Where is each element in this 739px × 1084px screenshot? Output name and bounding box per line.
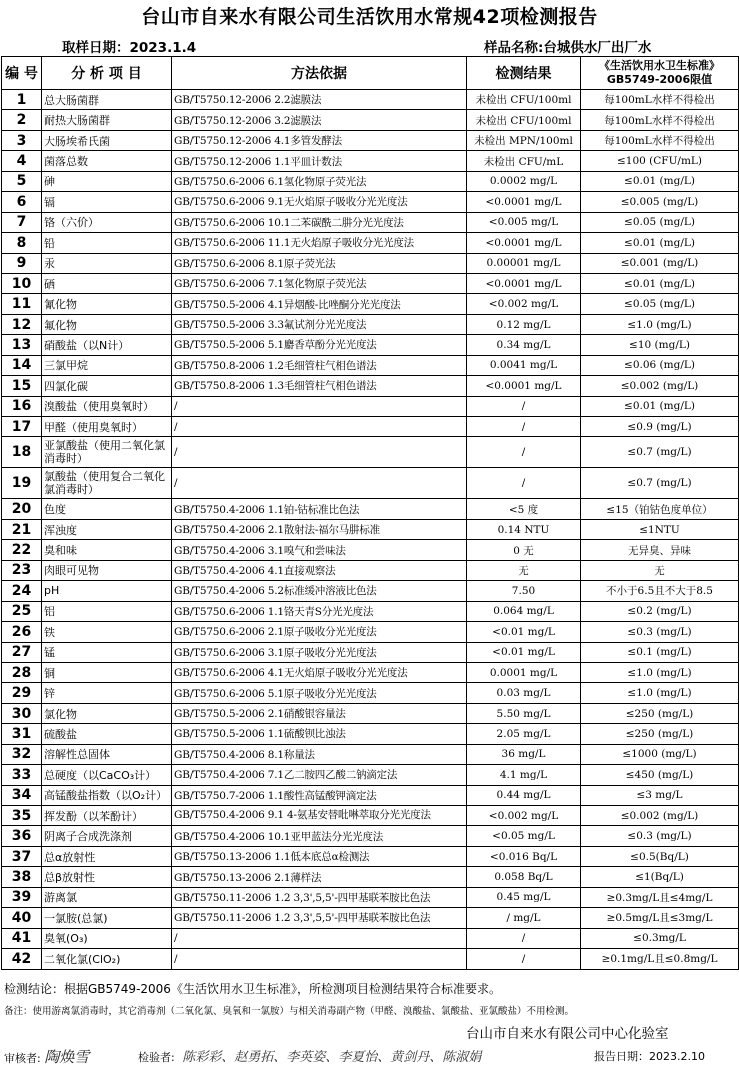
cell-standard: ≤0.005 (mg/L) [581, 192, 739, 212]
cell-item: 铝 [42, 601, 172, 621]
cell-item: 锌 [42, 683, 172, 703]
cell-standard: 无 [581, 560, 739, 580]
cell-result: 0.0041 mg/L [467, 355, 581, 375]
col-header-standard [581, 57, 739, 90]
results-table [1, 56, 739, 970]
cell-standard: ≤0.1 (mg/L) [581, 642, 739, 662]
cell-no: 4 [2, 151, 42, 171]
cell-method: GB/T5750.8-2006 1.2毛细管柱气相色谱法 [172, 355, 467, 375]
table-row [2, 192, 739, 212]
cell-item: 氟化物 [42, 314, 172, 334]
cell-standard: 无异臭、异味 [581, 540, 739, 560]
table-row [2, 376, 739, 396]
cell-method: GB/T5750.4-2006 10.1亚甲蓝法分光光度法 [172, 826, 467, 846]
standard-header-line2: GB5749-2006限值 [606, 73, 713, 86]
cell-result: 0.14 NTU [467, 519, 581, 539]
cell-no: 11 [2, 294, 42, 314]
table-row [2, 724, 739, 744]
cell-standard: ≤0.01 (mg/L) [581, 233, 739, 253]
cell-no: 17 [2, 417, 42, 437]
table-row [2, 622, 739, 642]
cell-result: 0 无 [467, 540, 581, 560]
cell-item: 铜 [42, 662, 172, 682]
table-row [2, 294, 739, 314]
cell-standard: ≤1.0 (mg/L) [581, 314, 739, 334]
cell-method: / [172, 468, 467, 499]
cell-method: GB/T5750.11-2006 1.2 3,3',5,5'-四甲基联苯胺比色法 [172, 887, 467, 907]
cell-result: 7.50 [467, 581, 581, 601]
cell-result: 未检出 CFU/mL [467, 151, 581, 171]
cell-standard: ≥0.5mg/L且≤3mg/L [581, 908, 739, 928]
cell-item: 三氯甲烷 [42, 355, 172, 375]
cell-standard: ≤15（铂钴色度单位） [581, 499, 739, 519]
cell-result: <0.01 mg/L [467, 642, 581, 662]
tester-signatures: 陈彩彩、赵勇拓、李英姿、李夏怡、黄剑丹、陈淑娟 [182, 1050, 482, 1065]
cell-item: 总α放射性 [42, 846, 172, 866]
cell-no: 8 [2, 233, 42, 253]
table-row [2, 90, 739, 110]
cell-no: 23 [2, 560, 42, 580]
cell-item: 四氯化碳 [42, 376, 172, 396]
table-row [2, 110, 739, 130]
cell-method: GB/T5750.4-2006 8.1称量法 [172, 744, 467, 764]
report-date: 报告日期：2023.2.10 [594, 1050, 705, 1063]
cell-method: GB/T5750.12-2006 1.1平皿计数法 [172, 151, 467, 171]
cell-no: 21 [2, 519, 42, 539]
cell-no: 31 [2, 724, 42, 744]
cell-method: GB/T5750.5-2006 2.1硝酸银容量法 [172, 703, 467, 723]
cell-no: 20 [2, 499, 42, 519]
table-row [2, 846, 739, 866]
cell-no: 36 [2, 826, 42, 846]
cell-result: 2.05 mg/L [467, 724, 581, 744]
cell-method: GB/T5750.7-2006 1.1酸性高锰酸钾滴定法 [172, 785, 467, 805]
cell-standard: ≤1(Bq/L) [581, 867, 739, 887]
cell-item: 溴酸盐（使用臭氧时） [42, 396, 172, 416]
cell-result: / [467, 437, 581, 468]
cell-item: 锰 [42, 642, 172, 662]
cell-no: 34 [2, 785, 42, 805]
cell-method: GB/T5750.5-2006 4.1异烟酸-比唑酮分光光度法 [172, 294, 467, 314]
cell-method: / [172, 928, 467, 948]
cell-method: GB/T5750.12-2006 3.2滤膜法 [172, 110, 467, 130]
cell-result: 0.058 Bq/L [467, 867, 581, 887]
cell-no: 19 [2, 468, 42, 499]
cell-item: 氰化物 [42, 294, 172, 314]
cell-no: 9 [2, 253, 42, 273]
cell-item: 一氯胺(总氯) [42, 908, 172, 928]
cell-no: 37 [2, 846, 42, 866]
cell-method: GB/T5750.6-2006 1.1铬天青S分光光度法 [172, 601, 467, 621]
sampling-date: 取样日期：2023.1.4 [62, 40, 197, 56]
cell-method: GB/T5750.11-2006 1.2 3,3',5,5'-四甲基联苯胺比色法 [172, 908, 467, 928]
cell-method: GB/T5750.5-2006 3.3氟试剂分光光度法 [172, 314, 467, 334]
cell-result: <0.01 mg/L [467, 622, 581, 642]
cell-result: / [467, 468, 581, 499]
cell-no: 41 [2, 928, 42, 948]
col-header-no: 编 号 [2, 57, 42, 90]
cell-method: GB/T5750.5-2006 5.1麝香草酚分光光度法 [172, 335, 467, 355]
cell-no: 27 [2, 642, 42, 662]
table-row [2, 785, 739, 805]
cell-item: 溶解性总固体 [42, 744, 172, 764]
cell-standard: ≤3 mg/L [581, 785, 739, 805]
table-row [2, 396, 739, 416]
cell-method: / [172, 437, 467, 468]
cell-standard: ≤1.0 (mg/L) [581, 662, 739, 682]
cell-standard: ≤250 (mg/L) [581, 724, 739, 744]
lab-name: 台山市自来水有限公司中心化验室 [466, 1026, 669, 1042]
cell-result: <5 度 [467, 499, 581, 519]
cell-method: GB/T5750.5-2006 1.1硫酸钡比浊法 [172, 724, 467, 744]
col-header-method: 方法依据 [172, 57, 467, 90]
cell-method: GB/T5750.6-2006 8.1原子荧光法 [172, 253, 467, 273]
cell-item: 菌落总数 [42, 151, 172, 171]
cell-item: 砷 [42, 171, 172, 191]
table-row [2, 355, 739, 375]
cell-standard: ≤0.7 (mg/L) [581, 437, 739, 468]
cell-method: GB/T5750.4-2006 1.1铂-钴标准比色法 [172, 499, 467, 519]
cell-standard: ≥0.1mg/L且≤0.8mg/L [581, 949, 739, 969]
cell-standard: ≤250 (mg/L) [581, 703, 739, 723]
cell-item: 硫酸盐 [42, 724, 172, 744]
table-row [2, 642, 739, 662]
cell-no: 39 [2, 887, 42, 907]
cell-method: GB/T5750.6-2006 10.1二苯碳酰二肼分光光度法 [172, 212, 467, 232]
reviewer [4, 1046, 89, 1067]
table-row [2, 744, 739, 764]
cell-result: / [467, 928, 581, 948]
cell-standard: ≤0.01 (mg/L) [581, 273, 739, 293]
cell-standard: ≤100 (CFU/mL) [581, 151, 739, 171]
cell-result: <0.002 mg/L [467, 294, 581, 314]
conclusion-text: 检测结论：根据GB5749-2006《生活饮用水卫生标准》，所检测项目检测结果符合标准要求。 [4, 982, 501, 996]
cell-no: 3 [2, 130, 42, 150]
cell-standard: ≤0.7 (mg/L) [581, 468, 739, 499]
cell-standard: ≤10 (mg/L) [581, 335, 739, 355]
table-row [2, 437, 739, 468]
cell-item: 汞 [42, 253, 172, 273]
table-row [2, 540, 739, 560]
reviewer-signature: 陶焕雪 [44, 1048, 90, 1066]
table-row [2, 253, 739, 273]
cell-standard: ≤0.002 (mg/L) [581, 376, 739, 396]
cell-result: 0.0002 mg/L [467, 171, 581, 191]
cell-standard: ≤1NTU [581, 519, 739, 539]
cell-no: 29 [2, 683, 42, 703]
cell-no: 5 [2, 171, 42, 191]
cell-method: GB/T5750.12-2006 2.2滤膜法 [172, 90, 467, 110]
tester-label: 检验者: [138, 1051, 175, 1064]
tester [138, 1046, 481, 1065]
cell-item: 铁 [42, 622, 172, 642]
cell-no: 38 [2, 867, 42, 887]
cell-result: / [467, 949, 581, 969]
cell-standard: ≤0.3 (mg/L) [581, 826, 739, 846]
cell-no: 35 [2, 806, 42, 826]
cell-result: 0.34 mg/L [467, 335, 581, 355]
cell-item: 阴离子合成洗涤剂 [42, 826, 172, 846]
cell-no: 18 [2, 437, 42, 468]
col-header-item: 分 析 项 目 [42, 57, 172, 90]
cell-result: 0.44 mg/L [467, 785, 581, 805]
cell-no: 1 [2, 90, 42, 110]
cell-no: 16 [2, 396, 42, 416]
cell-method: GB/T5750.13-2006 1.1低本底总α检测法 [172, 846, 467, 866]
cell-result: 0.0001 mg/L [467, 662, 581, 682]
cell-standard: ≤0.5(Bq/L) [581, 846, 739, 866]
cell-method: GB/T5750.6-2006 4.1无火焰原子吸收分光光度法 [172, 662, 467, 682]
cell-item: 浑浊度 [42, 519, 172, 539]
cell-item: 总硬度（以CaCO₃计） [42, 765, 172, 785]
cell-no: 10 [2, 273, 42, 293]
table-row [2, 765, 739, 785]
cell-method: / [172, 396, 467, 416]
cell-no: 40 [2, 908, 42, 928]
cell-result: 5.50 mg/L [467, 703, 581, 723]
cell-result: <0.016 Bq/L [467, 846, 581, 866]
cell-no: 33 [2, 765, 42, 785]
cell-method: / [172, 417, 467, 437]
cell-no: 15 [2, 376, 42, 396]
cell-result: <0.0001 mg/L [467, 376, 581, 396]
cell-result: / mg/L [467, 908, 581, 928]
cell-method: GB/T5750.4-2006 3.1嗅气和尝味法 [172, 540, 467, 560]
cell-standard: ≤0.01 (mg/L) [581, 171, 739, 191]
cell-result: 无 [467, 560, 581, 580]
table-row [2, 806, 739, 826]
cell-method: GB/T5750.4-2006 4.1直接观察法 [172, 560, 467, 580]
cell-item: 硒 [42, 273, 172, 293]
cell-item: 铬（六价） [42, 212, 172, 232]
cell-result: <0.0001 mg/L [467, 233, 581, 253]
table-row [2, 826, 739, 846]
cell-result: / [467, 396, 581, 416]
cell-method: GB/T5750.6-2006 6.1氢化物原子荧光法 [172, 171, 467, 191]
table-row [2, 468, 739, 499]
cell-method: GB/T5750.6-2006 2.1原子吸收分光光度法 [172, 622, 467, 642]
cell-result: 未检出 CFU/100ml [467, 110, 581, 130]
col-header-result: 检测结果 [467, 57, 581, 90]
cell-standard: ≤0.3 (mg/L) [581, 622, 739, 642]
cell-standard: ≤0.3mg/L [581, 928, 739, 948]
table-row [2, 212, 739, 232]
cell-no: 24 [2, 581, 42, 601]
cell-standard: 每100mL水样不得检出 [581, 130, 739, 150]
cell-result: 36 mg/L [467, 744, 581, 764]
table-row [2, 887, 739, 907]
table-header-row [2, 57, 739, 90]
cell-method: GB/T5750.4-2006 5.2标准缓冲溶液比色法 [172, 581, 467, 601]
cell-standard: 每100mL水样不得检出 [581, 110, 739, 130]
table-row [2, 581, 739, 601]
cell-item: 高锰酸盐指数（以O₂计） [42, 785, 172, 805]
cell-method: GB/T5750.6-2006 3.1原子吸收分光光度法 [172, 642, 467, 662]
table-row [2, 908, 739, 928]
note-text: 备注：使用游离氯消毒时，其它消毒剂（二氧化氯、臭氧和一氯胺）与相关消毒副产物（甲醛、溴酸盐、氯酸盐、亚氯酸盐）不用检测。 [4, 1006, 575, 1017]
cell-item: 氯酸盐（使用复合二氧化氯消毒时） [42, 468, 172, 499]
cell-no: 42 [2, 949, 42, 969]
cell-standard: ≤0.002 (mg/L) [581, 806, 739, 826]
cell-no: 32 [2, 744, 42, 764]
table-row [2, 560, 739, 580]
cell-standard: ≤450 (mg/L) [581, 765, 739, 785]
cell-item: 耐热大肠菌群 [42, 110, 172, 130]
cell-result: 0.03 mg/L [467, 683, 581, 703]
cell-item: 镉 [42, 192, 172, 212]
cell-result: <0.0001 mg/L [467, 273, 581, 293]
table-row [2, 335, 739, 355]
cell-method: / [172, 949, 467, 969]
cell-result: 0.064 mg/L [467, 601, 581, 621]
table-row [2, 151, 739, 171]
cell-result: 0.00001 mg/L [467, 253, 581, 273]
cell-item: 二氧化氯(ClO₂) [42, 949, 172, 969]
cell-item: 亚氯酸盐（使用二氧化氯消毒时） [42, 437, 172, 468]
table-row [2, 949, 739, 969]
table-row [2, 683, 739, 703]
cell-standard: 每100mL水样不得检出 [581, 90, 739, 110]
cell-item: pH [42, 581, 172, 601]
cell-item: 臭氧(O₃) [42, 928, 172, 948]
cell-method: GB/T5750.13-2006 2.1薄样法 [172, 867, 467, 887]
cell-method: GB/T5750.4-2006 2.1散射法-福尔马肼标准 [172, 519, 467, 539]
cell-result: 4.1 mg/L [467, 765, 581, 785]
cell-standard: 不小于6.5且不大于8.5 [581, 581, 739, 601]
cell-no: 2 [2, 110, 42, 130]
cell-standard: ≤0.01 (mg/L) [581, 396, 739, 416]
cell-no: 14 [2, 355, 42, 375]
table-row [2, 601, 739, 621]
cell-result: <0.002 mg/L [467, 806, 581, 826]
cell-standard: ≤0.05 (mg/L) [581, 294, 739, 314]
table-row [2, 314, 739, 334]
table-row [2, 171, 739, 191]
cell-item: 硝酸盐（以N计） [42, 335, 172, 355]
sample-name: 样品名称:台城供水厂出厂水 [484, 40, 652, 56]
cell-method: GB/T5750.12-2006 4.1多管发酵法 [172, 130, 467, 150]
cell-method: GB/T5750.6-2006 7.1氢化物原子荧光法 [172, 273, 467, 293]
cell-method: GB/T5750.8-2006 1.3毛细管柱气相色谱法 [172, 376, 467, 396]
cell-no: 13 [2, 335, 42, 355]
cell-no: 6 [2, 192, 42, 212]
table-row [2, 130, 739, 150]
report-title: 台山市自来水有限公司生活饮用水常规42项检测报告 [141, 6, 598, 28]
reviewer-label: 审核者: [4, 1052, 41, 1065]
cell-no: 26 [2, 622, 42, 642]
cell-no: 12 [2, 314, 42, 334]
cell-item: 甲醛（使用臭氧时） [42, 417, 172, 437]
standard-header-line1: 《生活饮用水卫生标准》 [599, 59, 720, 72]
cell-result: 0.45 mg/L [467, 887, 581, 907]
table-row [2, 928, 739, 948]
cell-item: 铅 [42, 233, 172, 253]
table-row [2, 519, 739, 539]
cell-item: 臭和味 [42, 540, 172, 560]
cell-method: GB/T5750.6-2006 9.1无火焰原子吸收分光光度法 [172, 192, 467, 212]
table-row [2, 867, 739, 887]
cell-item: 游离氯 [42, 887, 172, 907]
table-row [2, 417, 739, 437]
cell-result: <0.0001 mg/L [467, 192, 581, 212]
cell-result: <0.05 mg/L [467, 826, 581, 846]
cell-item: 总β放射性 [42, 867, 172, 887]
table-row [2, 233, 739, 253]
cell-method: GB/T5750.4-2006 9.1 4-氨基安替吡啉萃取分光光度法 [172, 806, 467, 826]
cell-item: 色度 [42, 499, 172, 519]
cell-item: 氯化物 [42, 703, 172, 723]
cell-no: 22 [2, 540, 42, 560]
cell-standard: ≤0.05 (mg/L) [581, 212, 739, 232]
cell-result: 未检出 CFU/100ml [467, 90, 581, 110]
cell-standard: ≤1000 (mg/L) [581, 744, 739, 764]
cell-no: 7 [2, 212, 42, 232]
cell-method: GB/T5750.4-2006 7.1乙二胺四乙酸二钠滴定法 [172, 765, 467, 785]
table-row [2, 662, 739, 682]
table-row [2, 273, 739, 293]
cell-item: 挥发酚（以苯酚计） [42, 806, 172, 826]
cell-method: GB/T5750.6-2006 5.1原子吸收分光光度法 [172, 683, 467, 703]
cell-result: <0.005 mg/L [467, 212, 581, 232]
table-row [2, 499, 739, 519]
table-row [2, 703, 739, 723]
cell-standard: ≤0.2 (mg/L) [581, 601, 739, 621]
table-body [2, 90, 739, 970]
cell-method: GB/T5750.6-2006 11.1无火焰原子吸收分光光度法 [172, 233, 467, 253]
cell-item: 肉眼可见物 [42, 560, 172, 580]
cell-standard: ≤0.06 (mg/L) [581, 355, 739, 375]
cell-result: / [467, 417, 581, 437]
cell-standard: ≤0.9 (mg/L) [581, 417, 739, 437]
cell-item: 总大肠菌群 [42, 90, 172, 110]
cell-result: 未检出 MPN/100ml [467, 130, 581, 150]
cell-no: 25 [2, 601, 42, 621]
cell-result: 0.12 mg/L [467, 314, 581, 334]
cell-no: 30 [2, 703, 42, 723]
cell-standard: ≥0.3mg/L且≤4mg/L [581, 887, 739, 907]
cell-item: 大肠埃希氏菌 [42, 130, 172, 150]
cell-no: 28 [2, 662, 42, 682]
cell-standard: ≤1.0 (mg/L) [581, 683, 739, 703]
cell-standard: ≤0.001 (mg/L) [581, 253, 739, 273]
